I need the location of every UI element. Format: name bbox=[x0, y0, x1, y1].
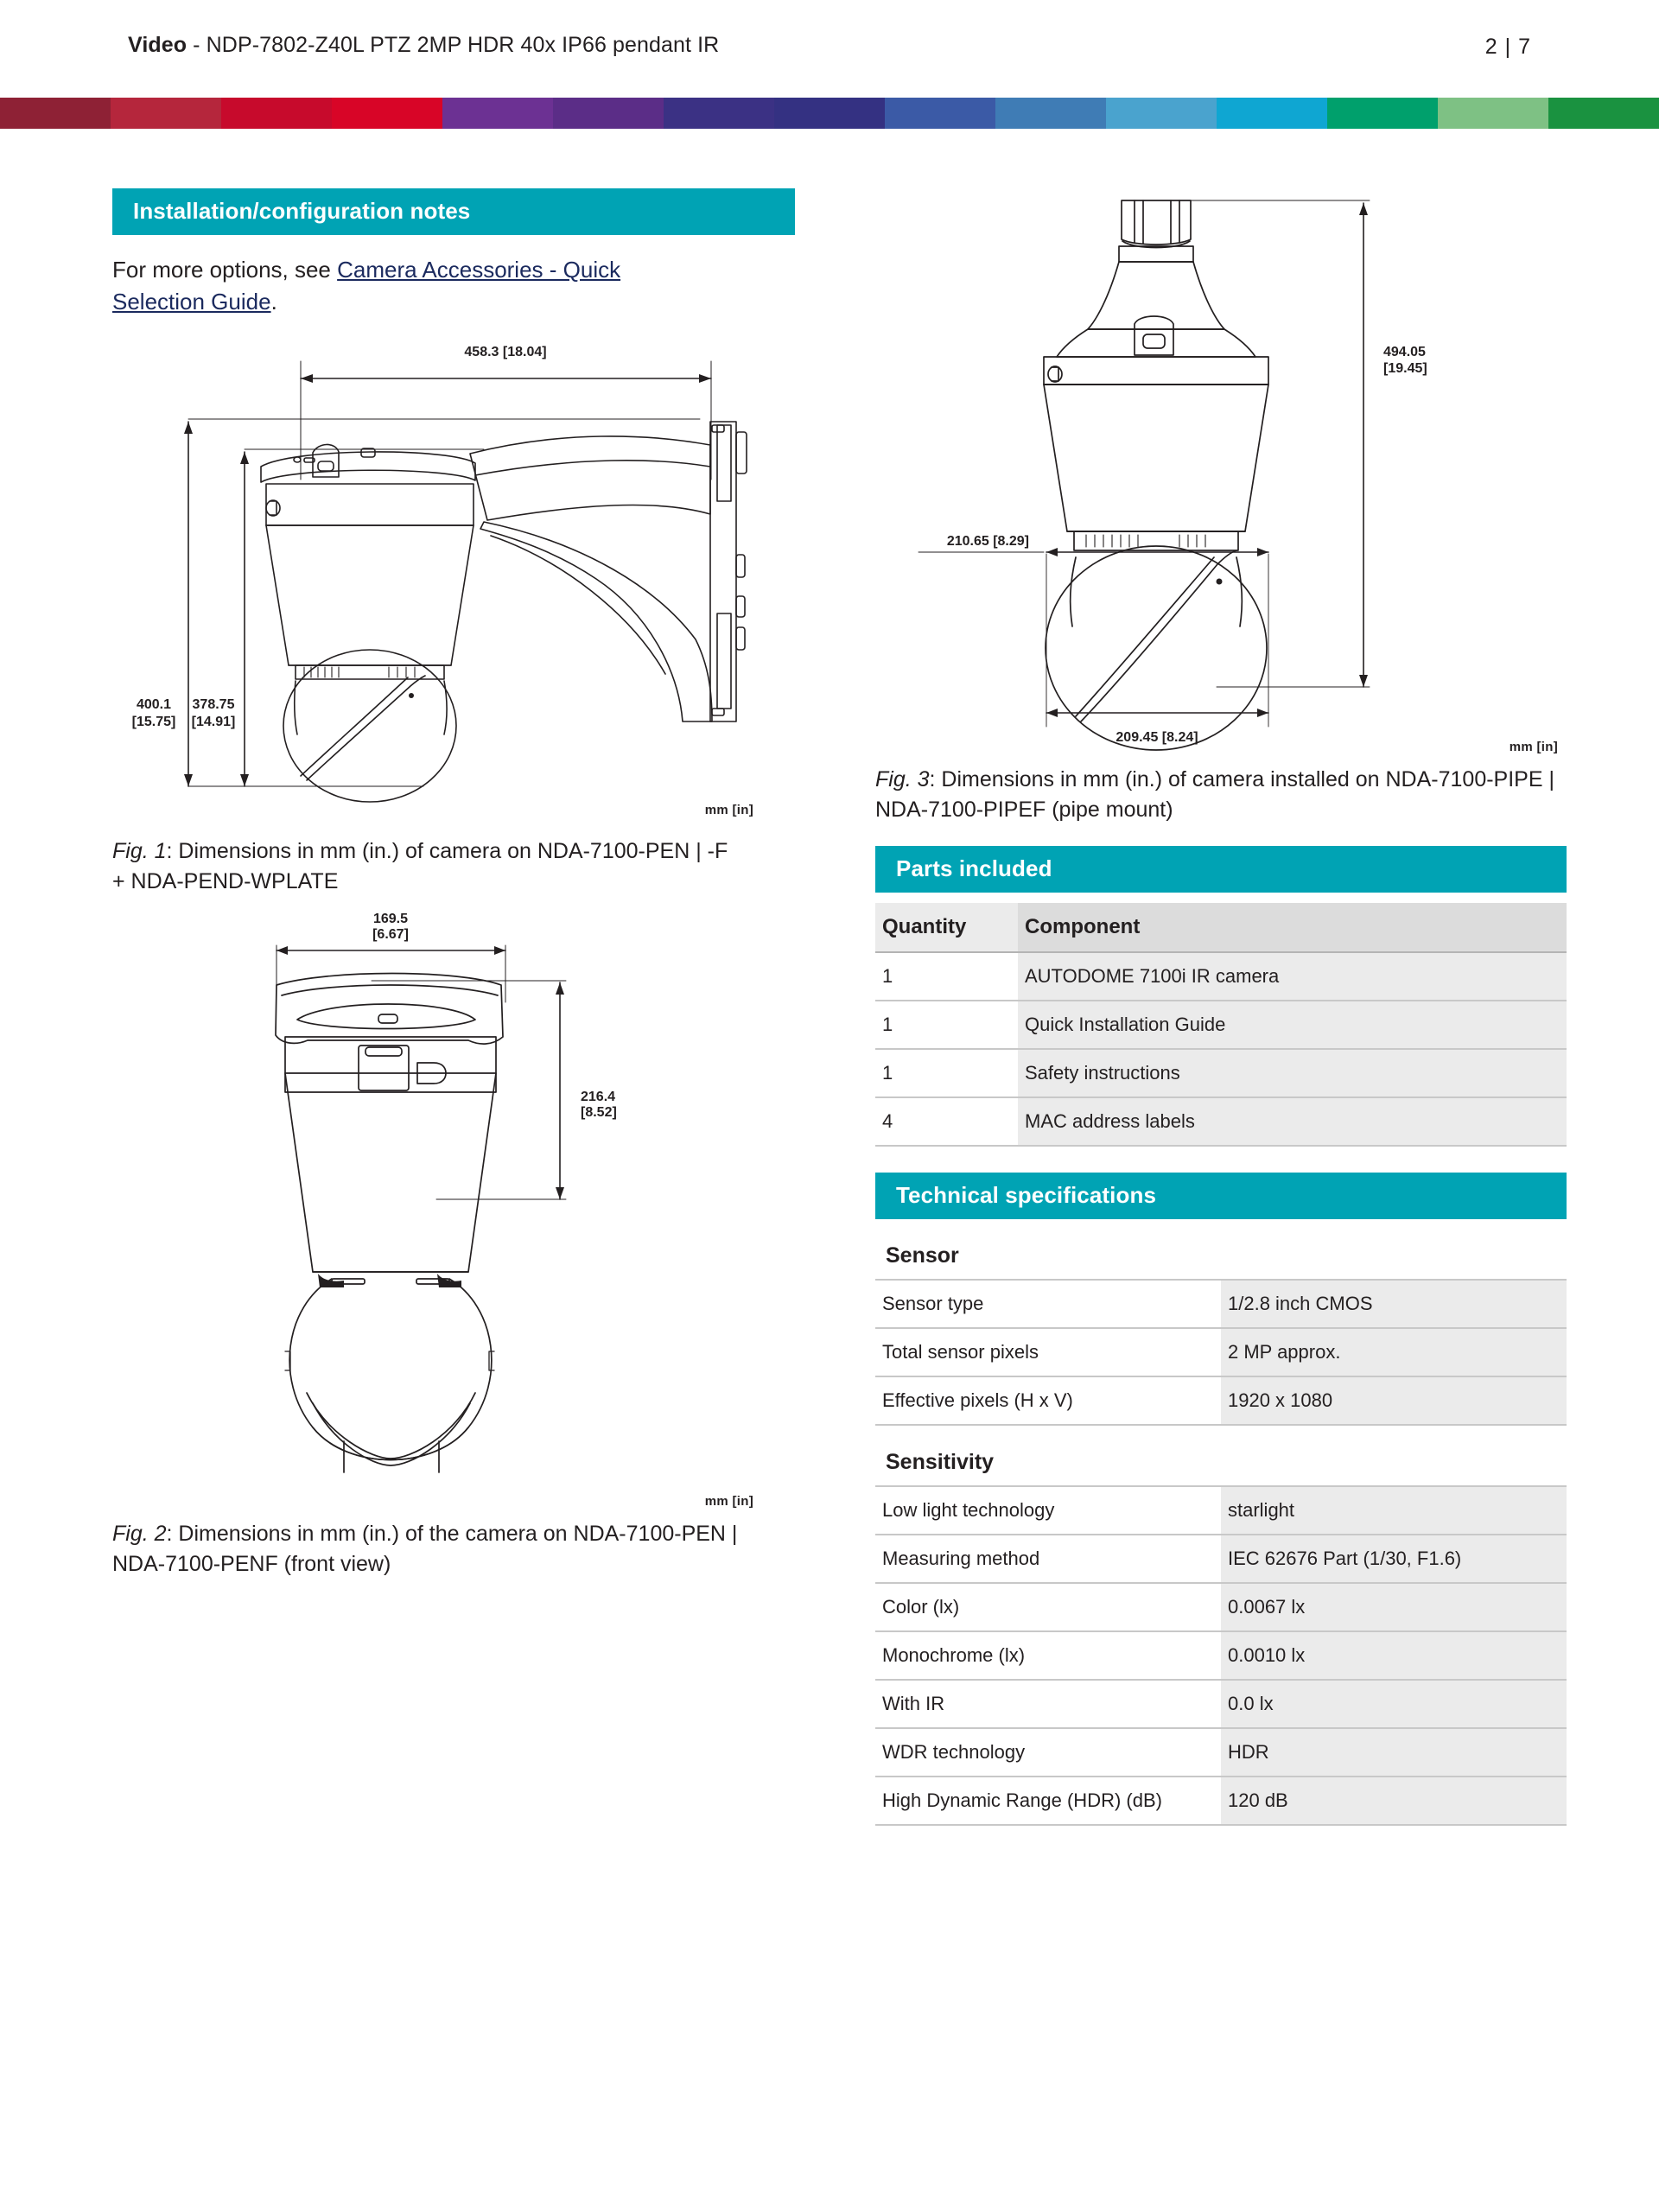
table-cell-label: 1 bbox=[875, 1001, 1018, 1049]
table-cell-value: HDR bbox=[1221, 1728, 1567, 1777]
table-cell-value: Safety instructions bbox=[1018, 1049, 1567, 1097]
table-cell-label: Monochrome (lx) bbox=[875, 1631, 1221, 1680]
table-row bbox=[875, 1680, 1567, 1728]
table-cell-label: Effective pixels (H x V) bbox=[875, 1376, 1221, 1425]
table-cell-value: Quick Installation Guide bbox=[1018, 1001, 1567, 1049]
color-bar-segment-9 bbox=[995, 98, 1106, 129]
fig1-outer-height-in: [15.75] bbox=[131, 715, 176, 729]
figure-1-svg bbox=[112, 328, 795, 812]
table-cell-label: 1 bbox=[875, 1049, 1018, 1097]
parts-included-table bbox=[875, 903, 1567, 1147]
installation-notes-text bbox=[112, 254, 700, 318]
table-cell-label: Sensor type bbox=[875, 1280, 1221, 1328]
installation-notes-banner: Installation/configuration notes bbox=[112, 188, 795, 235]
figure-1-caption bbox=[112, 836, 743, 897]
color-bar-segment-10 bbox=[1106, 98, 1217, 129]
figure-2-drawing bbox=[112, 909, 795, 1509]
color-bar-segment-2 bbox=[221, 98, 332, 129]
table-row bbox=[875, 1097, 1567, 1146]
table-cell-label: Total sensor pixels bbox=[875, 1328, 1221, 1376]
table-header-row bbox=[875, 903, 1567, 952]
color-bar-segment-8 bbox=[885, 98, 995, 129]
sensor-table bbox=[875, 1279, 1567, 1426]
fig1-inner-height-in: [14.91] bbox=[191, 715, 236, 729]
figure-3-svg bbox=[875, 177, 1567, 773]
figure-3-units-label: mm [in] bbox=[1509, 740, 1558, 754]
table-cell-label: Color (lx) bbox=[875, 1583, 1221, 1631]
figure-1-units-label: mm [in] bbox=[704, 803, 753, 817]
table-row bbox=[875, 1583, 1567, 1631]
table-cell-value: IEC 62676 Part (1/30, F1.6) bbox=[1221, 1535, 1567, 1583]
camera-accessories-link[interactable]: Camera Accessories - Quick Selection Guide bbox=[112, 257, 621, 315]
header-brand: Video bbox=[128, 33, 188, 57]
table-cell-value: MAC address labels bbox=[1018, 1097, 1567, 1146]
table-row bbox=[875, 1280, 1567, 1328]
color-bar-segment-5 bbox=[553, 98, 664, 129]
parts-col-component: Component bbox=[1018, 903, 1567, 952]
fig2-height-mm: 216.4 bbox=[581, 1090, 616, 1104]
table-row bbox=[875, 1001, 1567, 1049]
color-bar-segment-11 bbox=[1217, 98, 1327, 129]
table-cell-label: High Dynamic Range (HDR) (dB) bbox=[875, 1777, 1221, 1825]
color-bar-segment-12 bbox=[1327, 98, 1438, 129]
table-cell-value: 0.0067 lx bbox=[1221, 1583, 1567, 1631]
table-cell-label: 1 bbox=[875, 952, 1018, 1001]
brand-color-bar bbox=[0, 98, 1659, 129]
page-header bbox=[0, 0, 1659, 95]
table-cell-value: 2 MP approx. bbox=[1221, 1328, 1567, 1376]
technical-specifications-banner: Technical specifications bbox=[875, 1173, 1567, 1219]
parts-included-banner: Parts included bbox=[875, 846, 1567, 893]
header-product-name: NDP-7802-Z40L PTZ 2MP HDR 40x IP66 pendant IR bbox=[206, 33, 720, 57]
figure-1-caption-prefix: Fig. 1 bbox=[112, 839, 167, 863]
figure-1-drawing bbox=[112, 328, 795, 817]
figure-2-caption-text: : Dimensions in mm (in.) of the camera on NDA-7100-PEN | NDA-7100-PENF (front view) bbox=[112, 1522, 738, 1576]
fig2-width-in: [6.67] bbox=[372, 927, 409, 942]
notes-text-after: . bbox=[270, 289, 277, 315]
sensitivity-subheading: Sensitivity bbox=[886, 1450, 995, 1474]
color-bar-segment-7 bbox=[774, 98, 885, 129]
table-cell-value: 120 dB bbox=[1221, 1777, 1567, 1825]
fig3-bottom-width-dim: 209.45 [8.24] bbox=[1116, 730, 1198, 745]
table-cell-value: AUTODOME 7100i IR camera bbox=[1018, 952, 1567, 1001]
table-cell-value: 0.0 lx bbox=[1221, 1680, 1567, 1728]
fig2-height-in: [8.52] bbox=[581, 1105, 617, 1120]
page-title bbox=[128, 33, 719, 58]
color-bar-segment-4 bbox=[442, 98, 553, 129]
fig1-outer-height-mm: 400.1 bbox=[136, 697, 172, 712]
table-row bbox=[875, 1376, 1567, 1425]
parts-col-quantity: Quantity bbox=[875, 903, 1018, 952]
table-cell-label: Low light technology bbox=[875, 1486, 1221, 1535]
fig3-height-mm: 494.05 bbox=[1383, 345, 1426, 359]
table-row bbox=[875, 1777, 1567, 1825]
color-bar-segment-13 bbox=[1438, 98, 1548, 129]
header-separator: - bbox=[187, 33, 207, 57]
fig3-height-in: [19.45] bbox=[1383, 361, 1427, 376]
figure-2-svg bbox=[112, 909, 795, 1505]
figure-1-caption-text: : Dimensions in mm (in.) of camera on NDA-7100-PEN | -F + NDA-PEND-WPLATE bbox=[112, 839, 728, 893]
table-cell-value: 1920 x 1080 bbox=[1221, 1376, 1567, 1425]
table-row bbox=[875, 1486, 1567, 1535]
fig2-width-mm: 169.5 bbox=[372, 912, 409, 926]
table-cell-label: WDR technology bbox=[875, 1728, 1221, 1777]
figure-2-units-label: mm [in] bbox=[704, 1494, 753, 1509]
color-bar-segment-6 bbox=[664, 98, 774, 129]
color-bar-segment-3 bbox=[332, 98, 442, 129]
sensitivity-table bbox=[875, 1485, 1567, 1826]
fig1-inner-height-mm: 378.75 bbox=[192, 697, 235, 712]
table-cell-value: 1/2.8 inch CMOS bbox=[1221, 1280, 1567, 1328]
notes-text-before: For more options, see bbox=[112, 257, 338, 283]
table-cell-label: 4 bbox=[875, 1097, 1018, 1146]
table-row bbox=[875, 1328, 1567, 1376]
figure-3-caption-prefix: Fig. 3 bbox=[875, 767, 930, 791]
right-column bbox=[875, 177, 1567, 1826]
left-column bbox=[112, 188, 795, 1580]
table-row bbox=[875, 1049, 1567, 1097]
table-row bbox=[875, 1728, 1567, 1777]
color-bar-segment-14 bbox=[1548, 98, 1659, 129]
sensor-subheading: Sensor bbox=[886, 1243, 959, 1268]
figure-3-caption bbox=[875, 765, 1558, 825]
figure-2-caption-prefix: Fig. 2 bbox=[112, 1522, 167, 1546]
fig1-width-dim: 458.3 [18.04] bbox=[464, 345, 547, 359]
figure-3-drawing bbox=[875, 177, 1567, 773]
table-cell-value: 0.0010 lx bbox=[1221, 1631, 1567, 1680]
table-row bbox=[875, 952, 1567, 1001]
color-bar-segment-1 bbox=[111, 98, 221, 129]
figure-2-caption bbox=[112, 1519, 743, 1580]
table-cell-label: Measuring method bbox=[875, 1535, 1221, 1583]
color-bar-segment-0 bbox=[0, 98, 111, 129]
table-row bbox=[875, 1631, 1567, 1680]
table-cell-value: starlight bbox=[1221, 1486, 1567, 1535]
page-number: 2 | 7 bbox=[1484, 35, 1531, 59]
table-cell-label: With IR bbox=[875, 1680, 1221, 1728]
table-row bbox=[875, 1535, 1567, 1583]
fig3-mid-width-dim: 210.65 [8.29] bbox=[946, 534, 1029, 549]
figure-3-caption-text: : Dimensions in mm (in.) of camera installed on NDA-7100-PIPE | NDA-7100-PIPEF (pipe mount) bbox=[875, 767, 1554, 822]
